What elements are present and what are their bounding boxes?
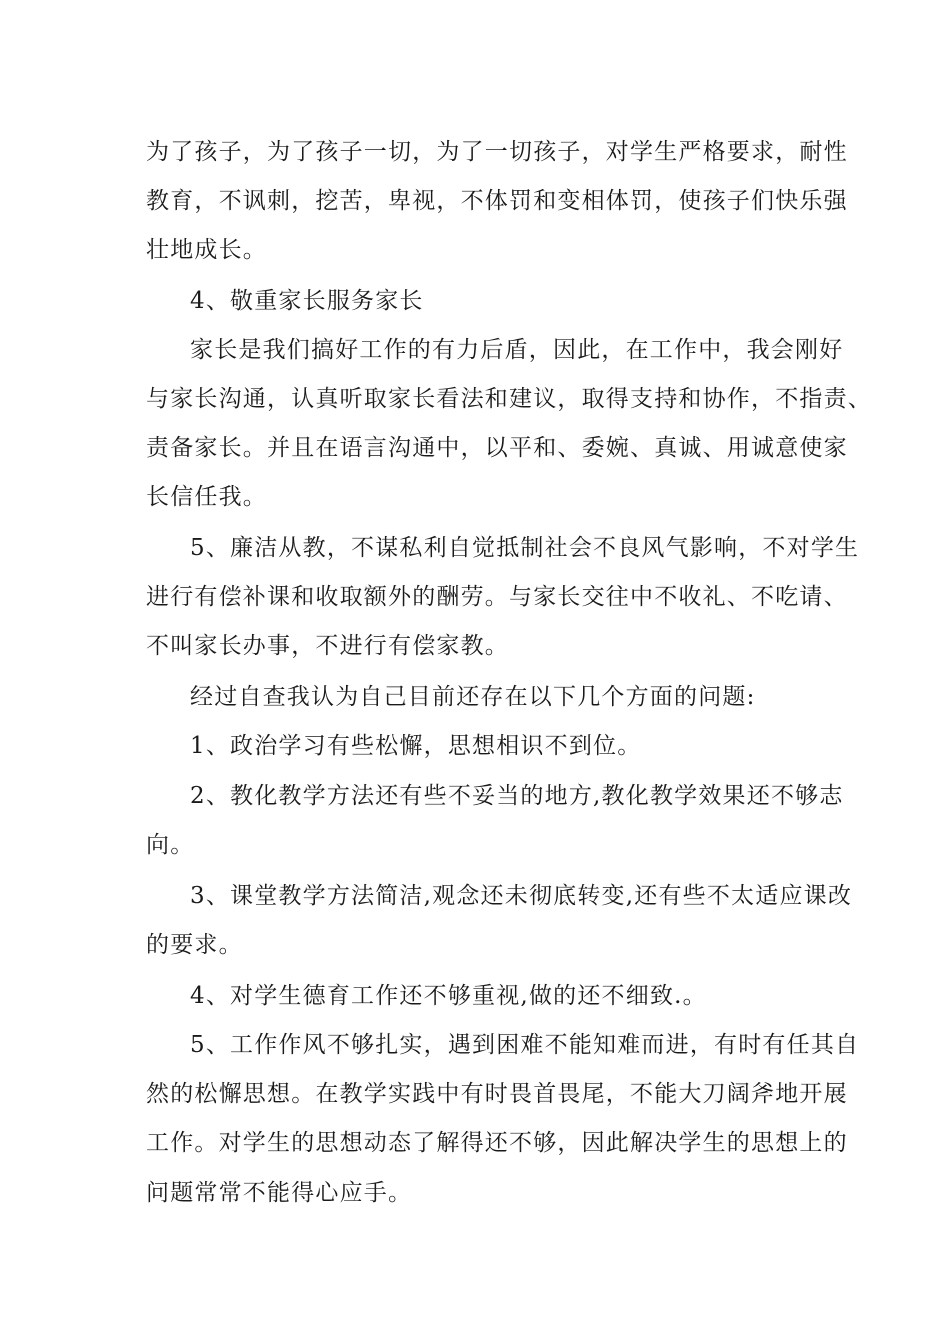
text-line: 教育，不讽刺，挖苦，卑视，不体罚和变相体罚，使孩子们快乐强 xyxy=(146,188,848,214)
text-line: 家长是我们搞好工作的有力后盾，因此，在工作中，我会刚好 xyxy=(190,337,844,363)
text-line: 不叫家长办事，不进行有偿家教。 xyxy=(146,633,509,659)
text-line: 问题常常不能得心应手。 xyxy=(146,1180,413,1206)
text-line: 的要求。 xyxy=(146,932,243,958)
text-line: 然的松懈思想。在教学实践中有时畏首畏尾，不能大刀阔斧地开展 xyxy=(146,1081,848,1107)
text-line: 长信任我。 xyxy=(146,484,267,510)
list-item: 4、对学生德育工作还不够重视,做的还不细致.。 xyxy=(190,983,707,1009)
list-item: 3、课堂教学方法简洁,观念还未彻底转变,还有些不太适应课改 xyxy=(190,883,853,909)
list-item: 1、政治学习有些松懈，思想相识不到位。 xyxy=(190,733,642,759)
list-item: 5、工作作风不够扎实，遇到困难不能知难而进，有时有任其自 xyxy=(190,1032,860,1058)
text-line: 责备家长。并且在语言沟通中，以平和、委婉、真诚、用诚意使家 xyxy=(146,435,848,461)
text-line: 工作。对学生的思想动态了解得还不够，因此解决学生的思想上的 xyxy=(146,1130,848,1156)
text-line: 5、廉洁从教，不谋私利自觉抵制社会不良风气影响，不对学生 xyxy=(190,535,860,561)
text-line: 与家长沟通，认真听取家长看法和建议，取得支持和协作，不指责、 xyxy=(146,386,872,412)
section-heading: 4、敬重家长服务家长 xyxy=(190,288,424,314)
text-line: 向。 xyxy=(146,832,195,858)
text-line: 进行有偿补课和收取额外的酬劳。与家长交往中不收礼、不吃请、 xyxy=(146,584,848,610)
text-line: 壮地成长。 xyxy=(146,237,267,263)
text-line: 经过自查我认为自己目前还存在以下几个方面的问题: xyxy=(190,684,756,710)
text-line: 为了孩子，为了孩子一切，为了一切孩子，对学生严格要求，耐性 xyxy=(146,139,848,165)
list-item: 2、教化教学方法还有些不妥当的地方,教化教学效果还不够志 xyxy=(190,783,844,809)
